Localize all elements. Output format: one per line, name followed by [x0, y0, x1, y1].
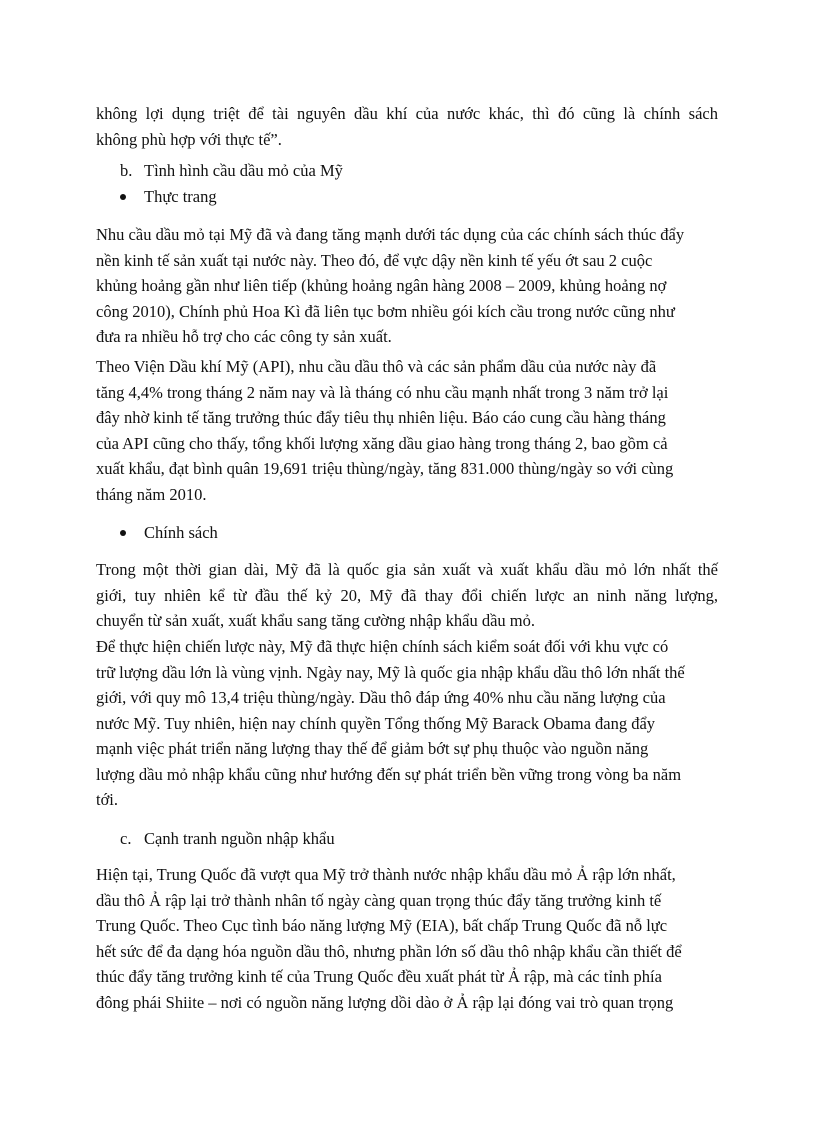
bullet-icon: [120, 194, 126, 200]
text-line: tăng 4,4% trong tháng 2 năm nay và là tháng có nhu cầu mạnh nhất trong 3 năm trở lại: [96, 382, 669, 402]
bullet-item-label: Thực trang: [144, 187, 217, 206]
text-line: Nhu cầu dầu mỏ tại Mỹ đã và đang tăng mạnh dưới tác dụng của các chính sách thúc đẩy: [96, 225, 685, 244]
text-line: giới, tuy nhiên kể từ đầu thế kỷ 20, Mỹ đã thay đổi chiến lược an ninh năng lượng,: [96, 585, 718, 605]
text-line: công 2010), Chính phủ Hoa Kì đã liên tục bơm nhiều gói kích cầu trong nước cũng như: [96, 301, 675, 321]
text-line: không lợi dụng triệt để tài nguyên dầu khí của nước khác, thì đó cũng là chính sách: [96, 104, 718, 123]
text-line: lượng dầu mỏ nhập khẩu cũng như hướng đến sự phát triển bền vững trong vòng ba năm: [96, 764, 682, 784]
text-line: trữ lượng dầu lớn là vùng vịnh. Ngày nay, Mỹ là quốc gia nhập khẩu dầu thô lớn nhất thế: [96, 662, 685, 682]
list-item-label: Tình hình cầu dầu mỏ của Mỹ: [144, 161, 343, 180]
bullet-item-label: Chính sách: [144, 523, 218, 542]
text-line: dầu thô Ả rập lại trở thành nhân tố ngày càng quan trọng thúc đẩy tăng trưởng kinh tế: [96, 890, 662, 910]
list-marker: c.: [120, 829, 132, 848]
text-line: hết sức để đa dạng hóa nguồn dầu thô, nhưng phần lớn số dầu thô nhập khẩu cần thiết để: [96, 941, 682, 961]
text-line: Trong một thời gian dài, Mỹ đã là quốc gia sản xuất và xuất khẩu dầu mỏ lớn nhất thế: [96, 560, 718, 579]
paragraph-nhu-cau: [96, 222, 718, 350]
text-line: đây nhờ kinh tế tăng trưởng thúc đẩy tiêu thụ nhiên liệu. Báo cáo cung cầu hàng tháng: [96, 408, 666, 427]
paragraph-api: [96, 354, 718, 507]
text-line: của API cũng cho thấy, tổng khối lượng xăng dầu giao hàng trong tháng 2, bao gồm cả: [96, 433, 668, 453]
paragraph-de-thuc-hien: [96, 634, 718, 813]
text-line: giới, với quy mô 13,4 triệu thùng/ngày. Dầu thô đáp ứng 40% nhu cầu năng lượng của: [96, 688, 666, 707]
text-line: không phù hợp với thực tế”.: [96, 129, 282, 149]
bullet-icon: [120, 530, 126, 536]
text-line: đưa ra nhiều hỗ trợ cho các công ty sản xuất.: [96, 327, 392, 346]
text-line: mạnh việc phát triển năng lượng thay thế để giảm bớt sự phụ thuộc vào nguồn năng: [96, 739, 649, 758]
paragraph-trong-mot: [96, 557, 718, 634]
text-line: xuất khẩu, đạt bình quân 19,691 triệu thùng/ngày, tăng 831.000 thùng/ngày so với cùng: [96, 459, 674, 478]
text-line: tháng năm 2010.: [96, 484, 207, 504]
paragraph-intro: [96, 101, 718, 152]
text-line: Theo Viện Dầu khí Mỹ (API), nhu cầu dầu thô và các sản phẩm dầu của nước này đã: [96, 357, 657, 376]
list-item-label: Cạnh tranh nguồn nhập khẩu: [144, 829, 335, 848]
paragraph-hien-tai: [96, 862, 718, 1015]
text-line: Để thực hiện chiến lược này, Mỹ đã thực hiện chính sách kiểm soát đối với khu vực có: [96, 637, 669, 656]
text-line: Trung Quốc. Theo Cục tình báo năng lượng Mỹ (EIA), bất chấp Trung Quốc đã nỗ lực: [96, 916, 668, 935]
text-line: đông phái Shiite – nơi có nguồn năng lượng dồi dào ở Ả rập lại đóng vai trò quan trọng: [96, 992, 674, 1012]
text-line: nền kinh tế sản xuất tại nước này. Theo đó, để vực dậy nền kinh tế yếu ớt sau 2 cuộc: [96, 250, 653, 270]
text-line: chuyển từ sản xuất, xuất khẩu sang tăng cường nhập khẩu dầu mỏ.: [96, 611, 536, 630]
text-line: thúc đẩy tăng trưởng kinh tế của Trung Quốc đều xuất phát từ Ả rập, mà các tỉnh phía: [96, 967, 662, 986]
text-line: Hiện tại, Trung Quốc đã vượt qua Mỹ trở thành nước nhập khẩu dầu mỏ Ả rập lớn nhất,: [96, 865, 676, 884]
text-line: tới.: [96, 790, 119, 809]
text-line: nước Mỹ. Tuy nhiên, hiện nay chính quyền Tổng thống Mỹ Barack Obama đang đẩy: [96, 713, 656, 733]
list-marker: b.: [120, 161, 133, 180]
text-line: khủng hoảng gần như liên tiếp (khủng hoảng ngân hàng 2008 – 2009, khủng hoảng nợ: [96, 276, 667, 295]
